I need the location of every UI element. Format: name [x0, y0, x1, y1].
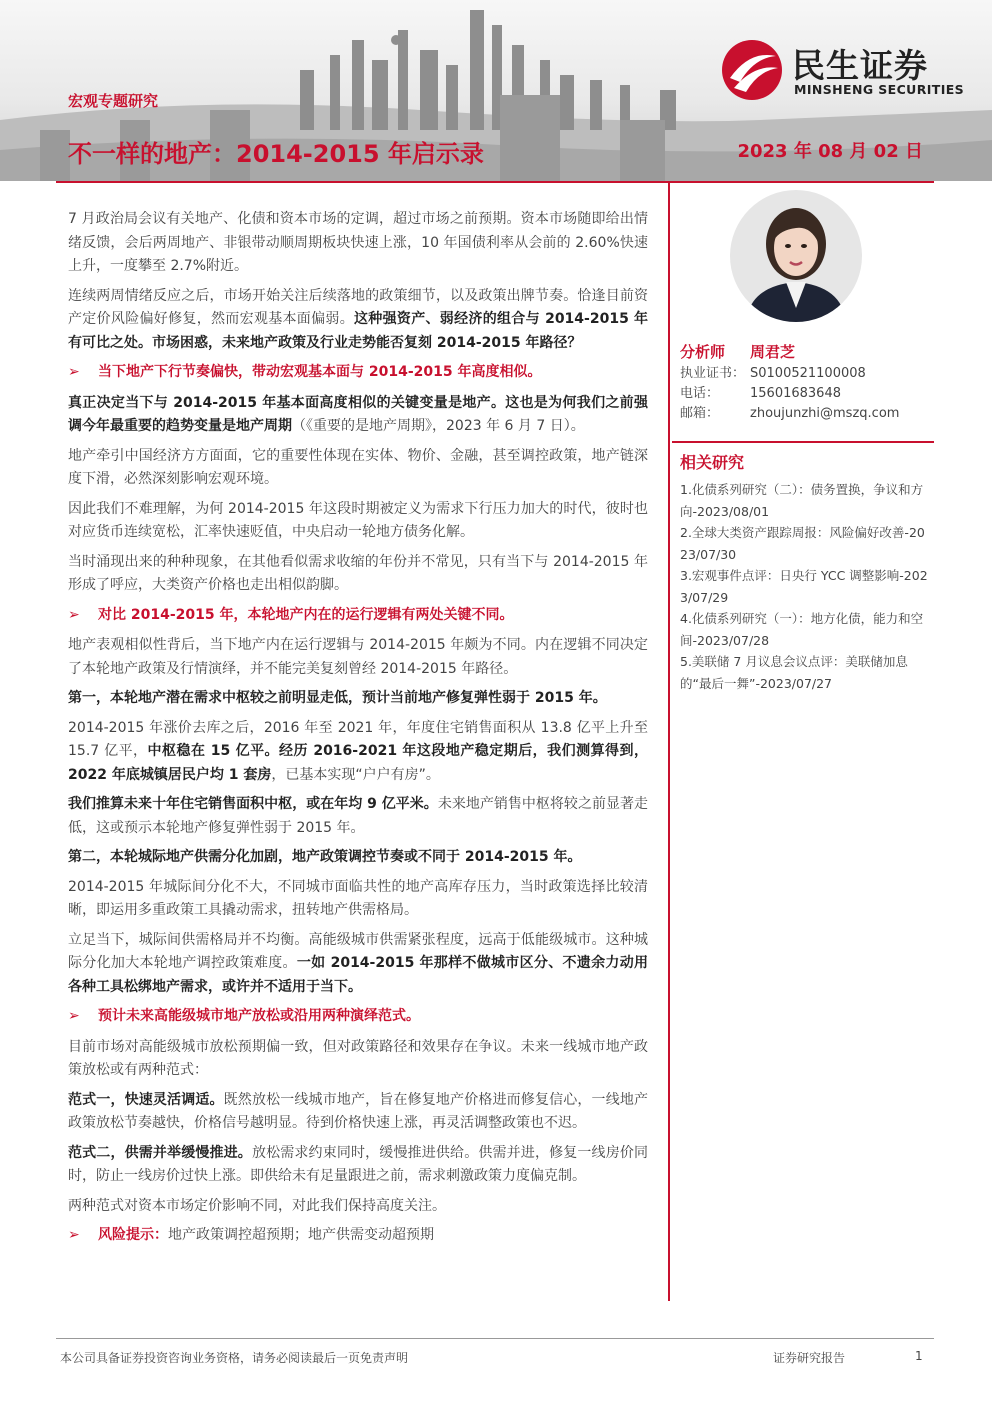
paragraph: 连续两周情绪反应之后，市场开始关注后续落地的政策细节，以及政策出牌节奏。恰逢目前资产定价风险偏好修复，然而宏观基本面偏弱。这种强资产、弱经济的组合与 2014-2015 年有可比之处。市场困惑，未来地产政策及行业走势能否复刻 2014-2015 年路径？: [68, 287, 648, 351]
analyst-name: 周君芝: [750, 343, 796, 361]
page-number: 1: [915, 1349, 923, 1363]
report-title: 不一样的地产：2014-2015 年启示录: [68, 140, 484, 168]
email-address[interactable]: zhoujunzhi@mszq.com: [750, 406, 900, 421]
logo-english-name: MINSHENG SECURITIES: [794, 82, 965, 97]
analyst-info: [680, 342, 930, 424]
paragraph: 2014-2015 年涨价去库之后，2016 年至 2021 年，年度住宅销售面积从 13.8 亿平上升至 15.7 亿平，中枢稳在 15 亿平。经历 2016-2021 年这段地产稳定期后，我们测算得到，2022 年底城镇居民户均 1 套房，已基本实现“户户有房”。: [68, 719, 649, 783]
arrow-icon: ➢: [68, 1227, 80, 1243]
paragraph: 7 月政治局会议有关地产、化债和资本市场的定调，超过市场之前预期。资本市场随即给出情绪反馈，会后两周地产、非银带动顺周期板块快速上涨，10 年国债利率从会前的 2.60%快速上升，一度攀至 2.7%附近。: [68, 211, 648, 274]
analyst-photo: [730, 190, 862, 322]
cert-number: S0100521100008: [750, 366, 866, 381]
paragraph: 范式一，快速灵活调适。既然放松一线城市地产，旨在修复地产价格进而修复信心，一线地产政策放松节奏越快，价格信号越明显。待到价格快速上涨，再灵活调整政策也不迟。: [68, 1091, 649, 1131]
related-research: [680, 450, 930, 694]
paragraph: 当时涌现出来的种种现象，在其他看似需求收缩的年份并不常见，只有当下与 2014-2015 年形成了呼应，大类资产价格也走出相似韵脚。: [68, 553, 648, 593]
paragraph: 第一，本轮地产潜在需求中枢较之前明显走低，预计当前地产修复弹性弱于 2015 年。: [68, 690, 607, 706]
main-body: [68, 208, 648, 1254]
related-research-item[interactable]: 4.化债系列研究（一）：地方化债，能力和空间-2023/07/28: [680, 611, 924, 648]
logo-chinese-name: 民生证券: [792, 46, 928, 85]
footer-divider: [56, 1338, 934, 1339]
related-research-heading: 相关研究: [680, 453, 745, 472]
paragraph: 因此我们不难理解，为何 2014-2015 年这段时期被定义为需求下行压力加大的时代，彼时也对应货币连续宽松，汇率快速贬值，中央启动一轮地方债务化解。: [68, 500, 648, 540]
footer-doc-type: 证券研究报告: [773, 1351, 846, 1365]
paragraph: 两种范式对资本市场定价影响不同，对此我们保持高度关注。: [68, 1197, 446, 1214]
paragraph: 目前市场对高能级城市放松预期偏一致，但对政策路径和效果存在争议。未来一线城市地产政策放松或有两种范式：: [68, 1038, 648, 1078]
header-divider: [56, 181, 934, 183]
minsheng-emblem-icon: [720, 38, 784, 102]
paragraph: 真正决定当下与 2014-2015 年基本面高度相似的关键变量是地产。这也是为何我们之前强调今年最重要的趋势变量是地产周期（《重要的是地产周期》，2023 年 6 月 7 日）。: [68, 394, 648, 434]
minsheng-logo: [720, 36, 980, 106]
risk-warning: ➢ 风险提示：地产政策调控超预期；地产供需变动超预期: [68, 1224, 648, 1248]
report-date: 2023 年 08 月 02 日: [737, 141, 923, 162]
key-point-heading: ➢ 对比 2014-2015 年，本轮地产内在的运行逻辑有两处关键不同。: [68, 604, 648, 628]
related-research-item[interactable]: 5.美联储 7 月议息会议点评：美联储加息的“最后一舞”-2023/07/27: [680, 654, 908, 691]
paragraph: 范式二，供需并举缓慢推进。放松需求约束同时，缓慢推进供给。供需并进，修复一线房价同时，防止一线房价过快上涨。即供给未有足量跟进之前，需求刺激政策力度偏克制。: [68, 1144, 649, 1184]
header-banner: [0, 0, 992, 181]
report-series: 宏观专题研究: [68, 92, 159, 110]
analyst-role-label: 分析师: [680, 343, 726, 361]
paragraph: 我们推算未来十年住宅销售面积中枢，或在年均 9 亿平米。未来地产销售中枢将较之前显著走低，这或预示本轮地产修复弹性弱于 2015 年。: [68, 796, 648, 836]
related-research-item[interactable]: 3.宏观事件点评：日央行 YCC 调整影响-2023/07/29: [680, 568, 928, 605]
sidebar-divider: [672, 441, 934, 443]
cert-label: 执业证书：: [680, 366, 746, 381]
paragraph: 第二，本轮城际地产供需分化加剧，地产政策调控节奏或不同于 2014-2015 年。: [68, 849, 582, 865]
phone-label: 电话：: [680, 386, 720, 401]
analyst-portrait-image: [730, 190, 862, 322]
arrow-icon: ➢: [68, 364, 80, 380]
paragraph: 地产牵引中国经济方方面面，它的重要性体现在实体、物价、金融，甚至调控政策，地产链深度下滑，必然深刻影响宏观环境。: [68, 447, 648, 487]
email-label: 邮箱：: [680, 406, 720, 421]
phone-number: 15601683648: [750, 386, 841, 401]
paragraph: 地产表观相似性背后，当下地产内在运行逻辑与 2014-2015 年颇为不同。内在逻辑不同决定了本轮地产政策及行情演绎，并不能完美复刻曾经 2014-2015 年路径。: [68, 637, 648, 677]
key-point-heading: ➢ 当下地产下行节奏偏快，带动宏观基本面与 2014-2015 年高度相似。: [68, 361, 648, 385]
arrow-icon: ➢: [68, 606, 80, 623]
paragraph: 2014-2015 年城际间分化不大，不同城市面临共性的地产高库存压力，当时政策选择比较清晰，即运用多重政策工具撬动需求，扭转地产供需格局。: [68, 878, 648, 918]
paragraph: 立足当下，城际间供需格局并不均衡。高能级城市供需紧张程度，远高于低能级城市。这种城际分化加大本轮地产调控政策难度。一如 2014-2015 年那样不做城市区分、不遗余力动用各种工具松绑地产需求，或许并不适用于当下。: [68, 931, 648, 995]
key-point-heading: ➢ 预计未来高能级城市地产放松或沿用两种演绎范式。: [68, 1005, 648, 1029]
related-research-item[interactable]: 2.全球大类资产跟踪周报：风险偏好改善-2023/07/30: [680, 525, 925, 562]
footer-disclaimer: 本公司具备证券投资咨询业务资格，请务必阅读最后一页免责声明: [60, 1351, 409, 1365]
related-research-item[interactable]: 1.化债系列研究（二）：债务置换，争议和方向-2023/08/01: [680, 482, 924, 519]
column-divider: [668, 183, 670, 1301]
arrow-icon: ➢: [68, 1008, 80, 1024]
